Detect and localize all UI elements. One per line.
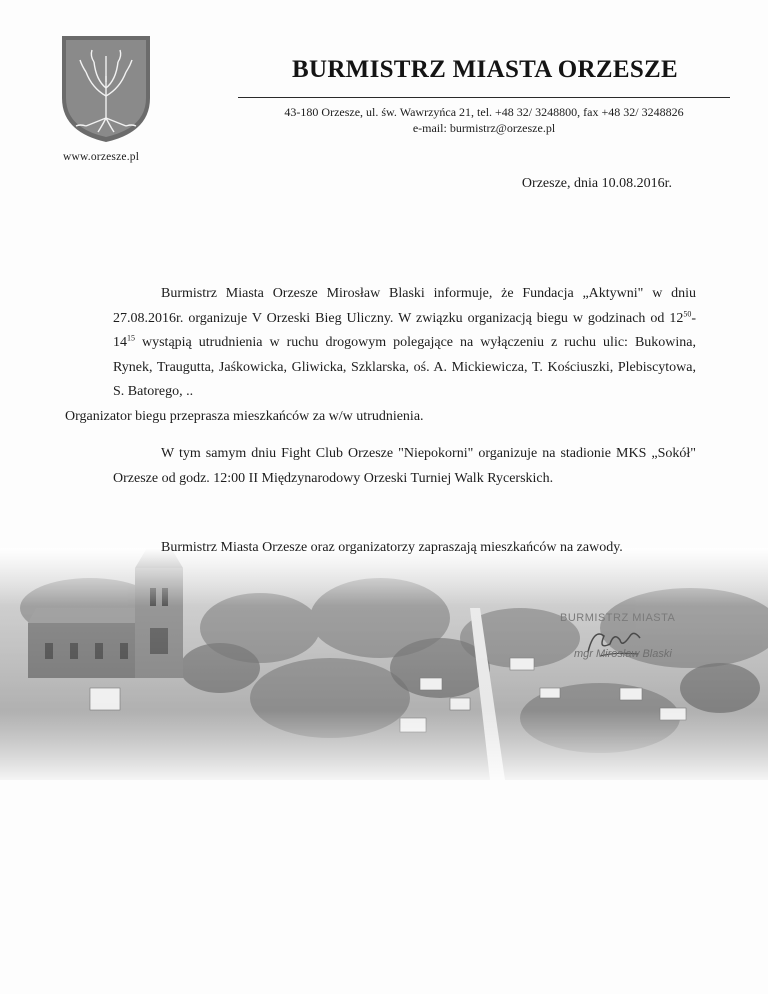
paragraph-announcement: [65, 282, 696, 429]
address-line: 43-180 Orzesze, ul. św. Wawrzyńca 21, tel. +48 32/ 3248800, fax +48 32/ 3248826: [284, 105, 684, 119]
website-url: www.orzesze.pl: [63, 151, 140, 163]
coat-of-arms-tree-icon: [62, 36, 150, 144]
time-superscript: 50: [683, 308, 692, 318]
paragraph-fight-club: W tym samym dniu Fight Club Orzesze "Niepokorni" organizuje na stadionie MKS „Sokół" Orzesze od godz. 12:00 II Międzynarodowy Orzeski Turniej Walk Rycerskich.: [113, 446, 696, 486]
page-title: BURMISTRZ MIASTA ORZESZE: [292, 56, 678, 83]
time-superscript: 15: [127, 333, 135, 343]
paragraph-invitation: Burmistrz Miasta Orzesze oraz organizatorzy zapraszają mieszkańców na zawody.: [161, 540, 623, 555]
email-line: e-mail: burmistrz@orzesze.pl: [412, 121, 556, 135]
stamp-title: BURMISTRZ MIASTA: [560, 612, 676, 624]
header-divider: [238, 97, 730, 98]
paragraph-text: Burmistrz Miasta Orzesze Mirosław Blaski informuje, że Fundacja „Aktywni" w dniu 27.08.2016r. organizuje V Orzeski Bieg Uliczny. W związku organizacją biegu w godzinach od 12: [113, 286, 696, 326]
stamp-name: mgr Mirosław Blaski: [574, 648, 672, 660]
apology-line: Organizator biegu przeprasza mieszkańców za w/w utrudnienia.: [65, 408, 424, 424]
official-stamp: [560, 612, 720, 672]
address-block: [238, 104, 730, 136]
date-line: Orzesze, dnia 10.08.2016r.: [521, 176, 672, 191]
paragraph-text: wystąpią utrudnienia w ruchu drogowym polegające na wyłączeniu z ruchu ulic: Bukowina, Rynek, Traugutta, Jaśkowicka, Gliwicka, Szklarska, oś. A. Mickiewicza, T. Kościuszki, Plebiscytowa, S. Batorego, ..: [113, 335, 696, 399]
paragraph-text: -14: [113, 310, 696, 350]
